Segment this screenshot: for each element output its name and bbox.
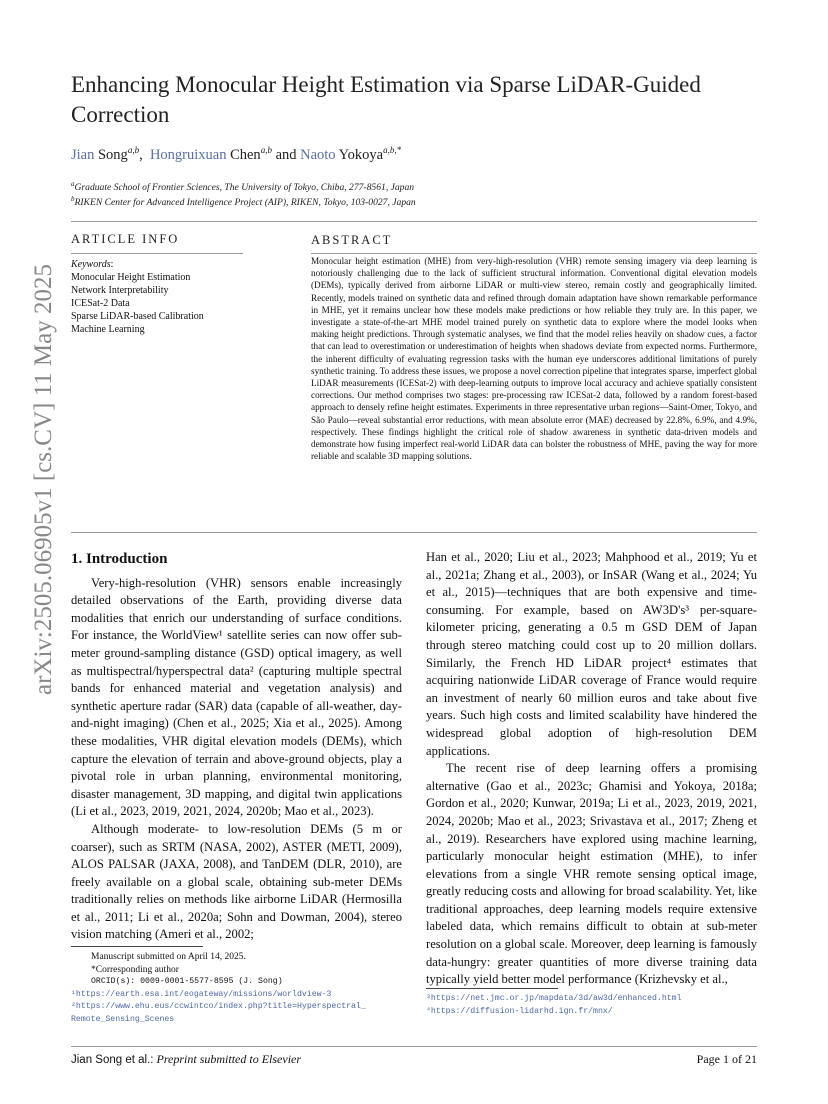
author-last: Chen [230,146,261,163]
affiliation-sup: b [71,195,75,203]
author-sup: a,b,* [383,145,402,155]
intro-paragraph: Although moderate- to low-resolution DEMs (5 m or coarser), such as SRTM (NASA, 2002), ASTER (METI, 2009), ALOS PALSAR (JAXA, 2008), and TanDEM (DLR, 2010), are freely available on a global scale, obtaining sub-meter DEMs traditionally relies on methods like airborne LiDAR (Hermosilla et al., 2011; Li et al., 2020a; Sohn and Dowman, 2004), stereo vision matching (Ameri et al., 2002; [71,821,402,942]
footnote-link[interactable]: Remote_Sensing_Scenes [71,1014,175,1024]
affiliation [71,180,414,193]
page-number: Page 1 of 21 [696,1052,757,1066]
affiliation-sup: a [71,180,75,188]
orcid-note: ORCID(s): 0009-0001-5577-8595 (J. Song) [91,977,283,986]
paper-title: Enhancing Monocular Height Estimation via Sparse LiDAR-Guided Correction [71,72,701,127]
author-last: Yokoya [338,146,384,163]
keyword: Machine Learning [71,324,145,335]
footer-author: Jian Song et al.: [71,1054,154,1066]
keyword: Monocular Height Estimation [71,272,191,283]
intro-paragraph: Han et al., 2020; Liu et al., 2023; Mahphood et al., 2019; Yu et al., 2021a; Zhang et al., 2003), or InSAR (Wang et al., 2024; Yu et al., 2015)—techniques that are both expensive and time-consuming. For example, based on AW3D's³ per-square-kilometer pricing, generating a 0.5 m GSD DEM of Japan through stereo matching could cost up to 20 million dollars. Similarly, the French HD LiDAR project⁴ estimates that acquiring nationwide LiDAR coverage of France would require an investment of nearly 60 million euros and take about five years. Such high costs and limited scalability have hindered the widespread global adoption of high-resolution DEM applications. [426,550,757,758]
footer-left [71,1052,301,1067]
abstract-bottom-rule [71,532,757,533]
author-sup: a,b [260,145,272,155]
corresponding-note: *Corresponding author [91,964,179,975]
footnotes-left [71,951,411,1026]
author-and: and [275,146,297,163]
author-list: Jian Song$^{a,b}$, Hongruixuan Chen$^{a,b}$ and Naoto Yokoya$^{a,b,*}$ [71,145,402,163]
footnotes-right [426,993,757,1018]
footnote-rule [426,988,558,989]
author-first[interactable]: Jian [71,146,95,163]
affiliation-text: Graduate School of Frontier Sciences, The University of Tokyo, Chiba, 277-8561, Japan [74,182,415,194]
keyword: Sparse LiDAR-based Calibration [71,311,204,322]
header-rule [71,221,757,222]
abstract-heading: ABSTRACT [311,233,393,247]
abstract-rule [311,253,757,254]
author-first[interactable]: Hongruixuan [149,146,227,163]
footnote-link[interactable]: ³https://net.jmc.or.jp/mapdata/3d/aw3d/enhanced.html [426,994,682,1003]
arxiv-id: arXiv:2505.06905v1 [cs.CV] 11 May 2025 [30,264,57,695]
footnote-link[interactable]: ⁴https://diffusion-lidarhd.ign.fr/mnx/ [426,1006,613,1016]
keywords-block: Keywords: Monocular Height Estimation Network Interpretability ICESat-2 Data Sparse LiDAR-based Calibration Machine Learning [71,259,204,335]
intro-paragraph: Very-high-resolution (VHR) sensors enable increasingly detailed observations of the Earth, providing diverse data modalities that enrich our understanding of surface conditions. For instance, the WorldView¹ satellite series can now offer sub-meter ground-sampling distance (GSD) optical imagery, as well as multispectral/hyperspectral data² (capturing multiple spectral bands for enhanced material and vegetation analysis) and synthetic aperture radar (SAR) data (capable of all-weather, day-and-night imaging) (Chen et al., 2025; Xia et al., 2025). Among these modalities, VHR digital elevation models (DEMs), which capture the elevation of terrain and above-ground objects, play a pivotal role in urban planning, environmental monitoring, disaster management, 3D mapping, and digital twin applications (Li et al., 2023, 2019, 2021, 2024, 2020b; Mao et al., 2023). [71,575,402,819]
affiliation [71,195,416,208]
abstract-text: Monocular height estimation (MHE) from very-high-resolution (VHR) remote sensing imagery via deep learning is notoriously challenging due to the lack of sufficient structural information. Conventional digital elevation models (DEMs), typically derived from airborne LiDAR or multi-view stereo, remain costly and geographically limited. Recently, models trained on synthetic data and refined through domain adaptation have shown remarkable performance in MHE, yet it remains unclear how these models make predictions or how reliable they truly are. In this paper, we investigate a state-of-the-art MHE model trained purely on synthetic data to explore where the model looks when making height predictions. Through systematic analyses, we find that the model relies heavily on shadow cues, a factor that can lead to overestimation or underestimation of heights when shadows deviate from expected norms. Furthermore, the inherent difficulty of evaluating regression tasks with the human eye underscores additional limitations of purely synthetic training. To address these issues, we propose a novel correction pipeline that integrates sparse, imperfect global LiDAR measurements (ICESat-2) with deep-learning outputs to improve local accuracy and achieve spatially consistent corrections. Our method comprises two stages: pre-processing raw ICESat-2 data, followed by a random forest-based approach to densely refine height estimates. Experiments in three representative urban regions—Saint-Omer, Tokyo, and São Paulo—reveal substantial error reductions, with mean absolute error (MAE) decreased by 22.8%, 6.9%, and 4.9%, respectively. These findings highlight the critical role of shadow awareness in synthetic data-driven models and demonstrate how fusing imperfect real-world LiDAR data can bolster the robustness of MHE, paving the way for more reliable and scalable 3D mapping solutions. [311,256,757,462]
intro-paragraph: The recent rise of deep learning offers a promising alternative (Gao et al., 2023c; Ghamisi and Yokoya, 2018a; Gordon et al., 2020; Kunwar, 2019a; Li et al., 2023, 2019, 2021, 2024, 2020b; Mao et al., 2023; Srivastava et al., 2017; Zheng et al., 2019). Researchers have explored using machine learning, particularly monocular height estimation (MHE), to infer elevations from a single VHR remote sensing optical image, greatly reducing costs and allowing for broad scalability. Yet, like traditional approaches, deep learning models require extensive labeled data, which remains difficult to obtain at sub-meter resolution on a global scale. Moreover, deep learning is famously data-hungry: greater quantities of more diverse training data typically yield better model performance (Krizhevsky et al., [426,761,757,987]
left-column [71,551,402,944]
footnote-link[interactable]: ²https://www.ehu.eus/ccwintco/index.php?title=Hyperspectral_ [71,1002,366,1011]
author-last: Song [97,146,128,163]
arxiv-watermark [10,264,70,700]
submitted-note: Manuscript submitted on April 14, 2025. [91,952,246,962]
author-sup: a,b [127,145,140,155]
article-info-heading: ARTICLE INFO [71,232,180,246]
footer-rule [71,1046,757,1047]
footnote-rule [71,946,203,947]
keyword: ICESat-2 Data [71,298,130,309]
footer-venue: Preprint submitted to Elsevier [156,1052,302,1066]
section-heading: 1. Introduction [71,551,168,567]
affiliation-text: RIKEN Center for Advanced Intelligence Project (AIP), RIKEN, Tokyo, 103-0027, Japan [74,197,416,209]
footnote-link[interactable]: ¹https://earth.esa.int/eogateway/missions/worldview-3 [71,989,332,999]
keyword: Network Interpretability [71,285,169,296]
author-first[interactable]: Naoto [300,146,336,163]
article-info-rule [71,253,243,254]
right-column [426,549,757,989]
keywords-label: Keywords [71,259,111,270]
